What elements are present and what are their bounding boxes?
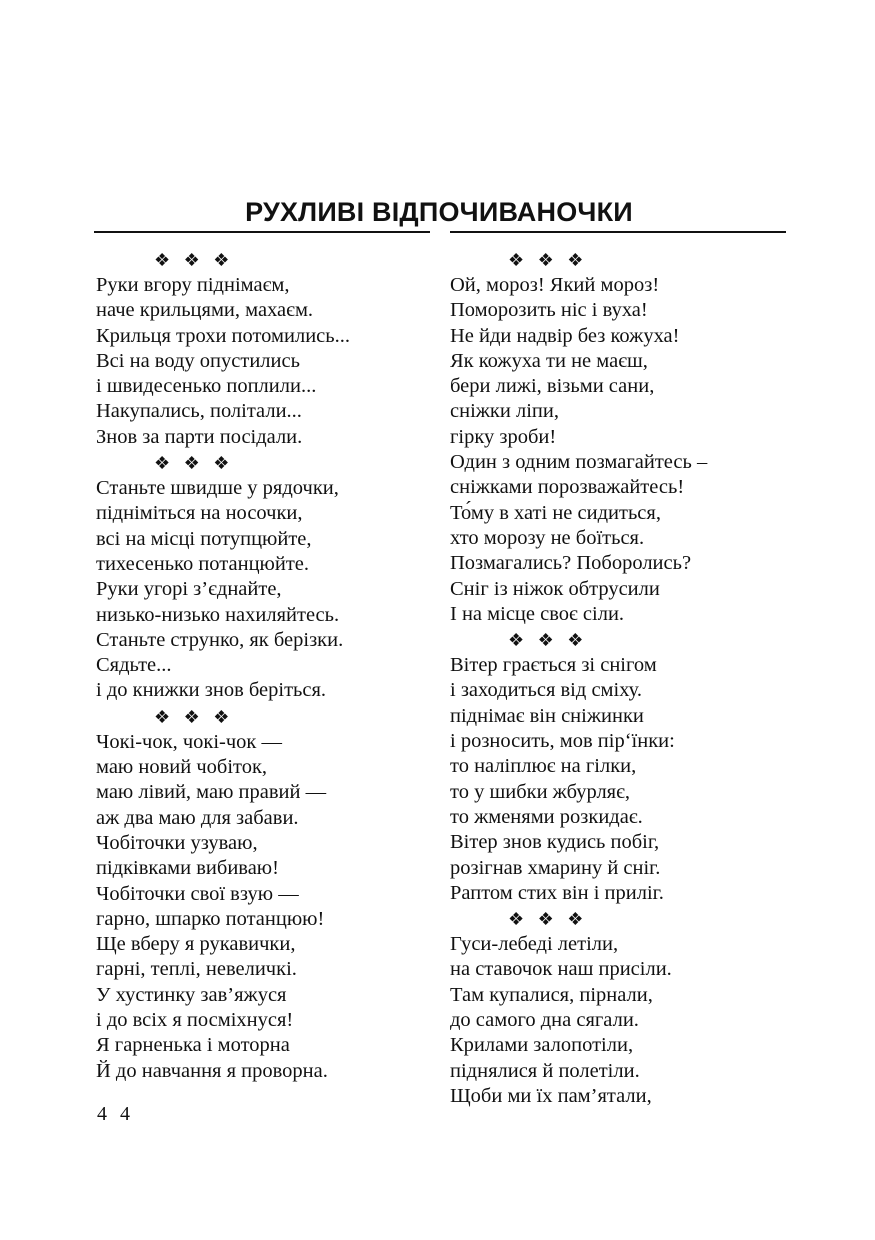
poem-line: Сніг із ніжок обтрусили xyxy=(450,577,660,600)
poem-line: наче крильцями, махаєм. xyxy=(96,299,314,322)
poem-line: і до всіх я посміхнуся! xyxy=(96,1009,294,1032)
poem-line: сніжки ліпи, xyxy=(450,400,559,423)
title-underline-right xyxy=(450,231,786,233)
poem-line: Станьте струнко, як берізки. xyxy=(96,628,344,651)
poem-line: піднялися й полетіли. xyxy=(450,1059,640,1082)
poem-line: Як кожуха ти не маєш, xyxy=(450,349,648,372)
page-number: 4 4 xyxy=(97,1103,134,1125)
poem-line: Сядьте... xyxy=(96,654,172,677)
poem-line: Накупались, політали... xyxy=(96,400,302,423)
poem-line: Позмагались? Поборолись? xyxy=(450,552,692,575)
poem-line: маю лівий, маю правий — xyxy=(96,781,327,804)
poem-line: Вітер грається зі снігом xyxy=(450,654,657,677)
poem-line: Чокі-чок, чокі-чок — xyxy=(96,730,283,753)
poem-line: гарно, шпарко потанцюю! xyxy=(96,907,325,930)
poem-line: хто морозу не боїться. xyxy=(450,526,645,549)
poem-line: Чобіточки свої взую — xyxy=(96,882,299,905)
page-title: РУХЛИВІ ВІДПОЧИВАНОЧКИ xyxy=(245,197,633,227)
poem-line: Руки угорі з’єднайте, xyxy=(96,578,282,601)
poem-line: Станьте швидше у рядочки, xyxy=(96,477,339,500)
poem-line: і розносить, мов пір‘їнки: xyxy=(450,730,675,753)
title-underline-left xyxy=(94,231,430,233)
poem-line: до самого дна сягали. xyxy=(450,1009,639,1032)
poem-line: Ой, мороз! Який мороз! xyxy=(450,274,660,296)
poem-line: всі на місці потупцюйте, xyxy=(96,527,312,550)
stanza-separator: ❖ ❖ ❖ xyxy=(154,453,230,474)
poem-line: Один з одним позмагайтесь – xyxy=(450,451,708,474)
poem-line: Руки вгору піднімаєм, xyxy=(96,274,290,296)
left-column xyxy=(96,247,441,1084)
poem-line: сніжками порозважайтесь! xyxy=(450,476,685,499)
poem-line: то жменями розкидає. xyxy=(450,805,643,828)
poem-line: Ще вберу я рукавички, xyxy=(96,933,296,956)
poem-line: і швидесенько поплили... xyxy=(96,375,317,398)
poem-line: бери лижі, візьми сани, xyxy=(450,375,655,398)
poem-line: підківками вибиваю! xyxy=(96,857,279,880)
poem-line: У хустинку зав’яжуся xyxy=(96,983,287,1006)
stanza-separator: ❖ ❖ ❖ xyxy=(508,630,584,651)
poem-line: То́му в хаті не сидиться, xyxy=(450,501,661,524)
poem-line: Всі на воду опустились xyxy=(96,349,300,372)
poem-line: маю новий чобіток, xyxy=(96,756,268,779)
stanza-separator: ❖ ❖ ❖ xyxy=(154,250,230,270)
poem-line: Я гарненька і моторна xyxy=(96,1034,290,1057)
stanza-separator: ❖ ❖ ❖ xyxy=(508,909,584,930)
poem-line: піднімає він сніжинки xyxy=(450,704,644,727)
poem-line: аж два маю для забави. xyxy=(96,806,299,829)
poem-line: Знов за парти посідали. xyxy=(96,425,303,448)
poem-line: Не йди надвір без кожуха! xyxy=(450,324,680,347)
poem-line: Вітер знов кудись побіг, xyxy=(450,831,660,854)
poem-line: Поморозить ніс і вуха! xyxy=(450,299,648,322)
poem-line: тихесенько потанцюйте. xyxy=(96,552,310,575)
poem-line: Раптом стих він і приліг. xyxy=(450,881,664,904)
poem-line: Крильця трохи потомились... xyxy=(96,324,351,347)
poem-line: низько-низько нахиляйтесь. xyxy=(96,603,340,626)
poem-line: і заходиться від сміху. xyxy=(450,679,642,702)
poem-line: на ставочок наш присіли. xyxy=(450,958,672,981)
poem-line: підніміться на носочки, xyxy=(96,502,303,525)
poem-line: гірку зроби! xyxy=(450,425,557,448)
poem-line: І на місце своє сіли. xyxy=(450,602,625,625)
poem-line: Чобіточки узуваю, xyxy=(96,831,258,854)
poem-line: то наліплює на гілки, xyxy=(450,755,637,778)
stanza-separator: ❖ ❖ ❖ xyxy=(508,250,584,270)
poem-line: гарні, теплі, невеличкі. xyxy=(96,958,297,981)
poem-line: то у шибки жбурляє, xyxy=(450,780,631,803)
right-column xyxy=(450,247,795,1109)
poem-line: Крилами залопотіли, xyxy=(450,1034,634,1057)
poem-line: Там купалися, пірнали, xyxy=(450,983,653,1006)
poem-line: Гуси-лебеді летіли, xyxy=(450,933,619,956)
poem-line: Щоби ми їх пам’ятали, xyxy=(450,1084,652,1107)
poem-line: Й до навчання я проворна. xyxy=(96,1059,328,1082)
poem-line: і до книжки знов беріться. xyxy=(96,679,327,702)
stanza-separator: ❖ ❖ ❖ xyxy=(154,706,230,727)
poem-line: розігнав хмарину й сніг. xyxy=(450,856,661,879)
